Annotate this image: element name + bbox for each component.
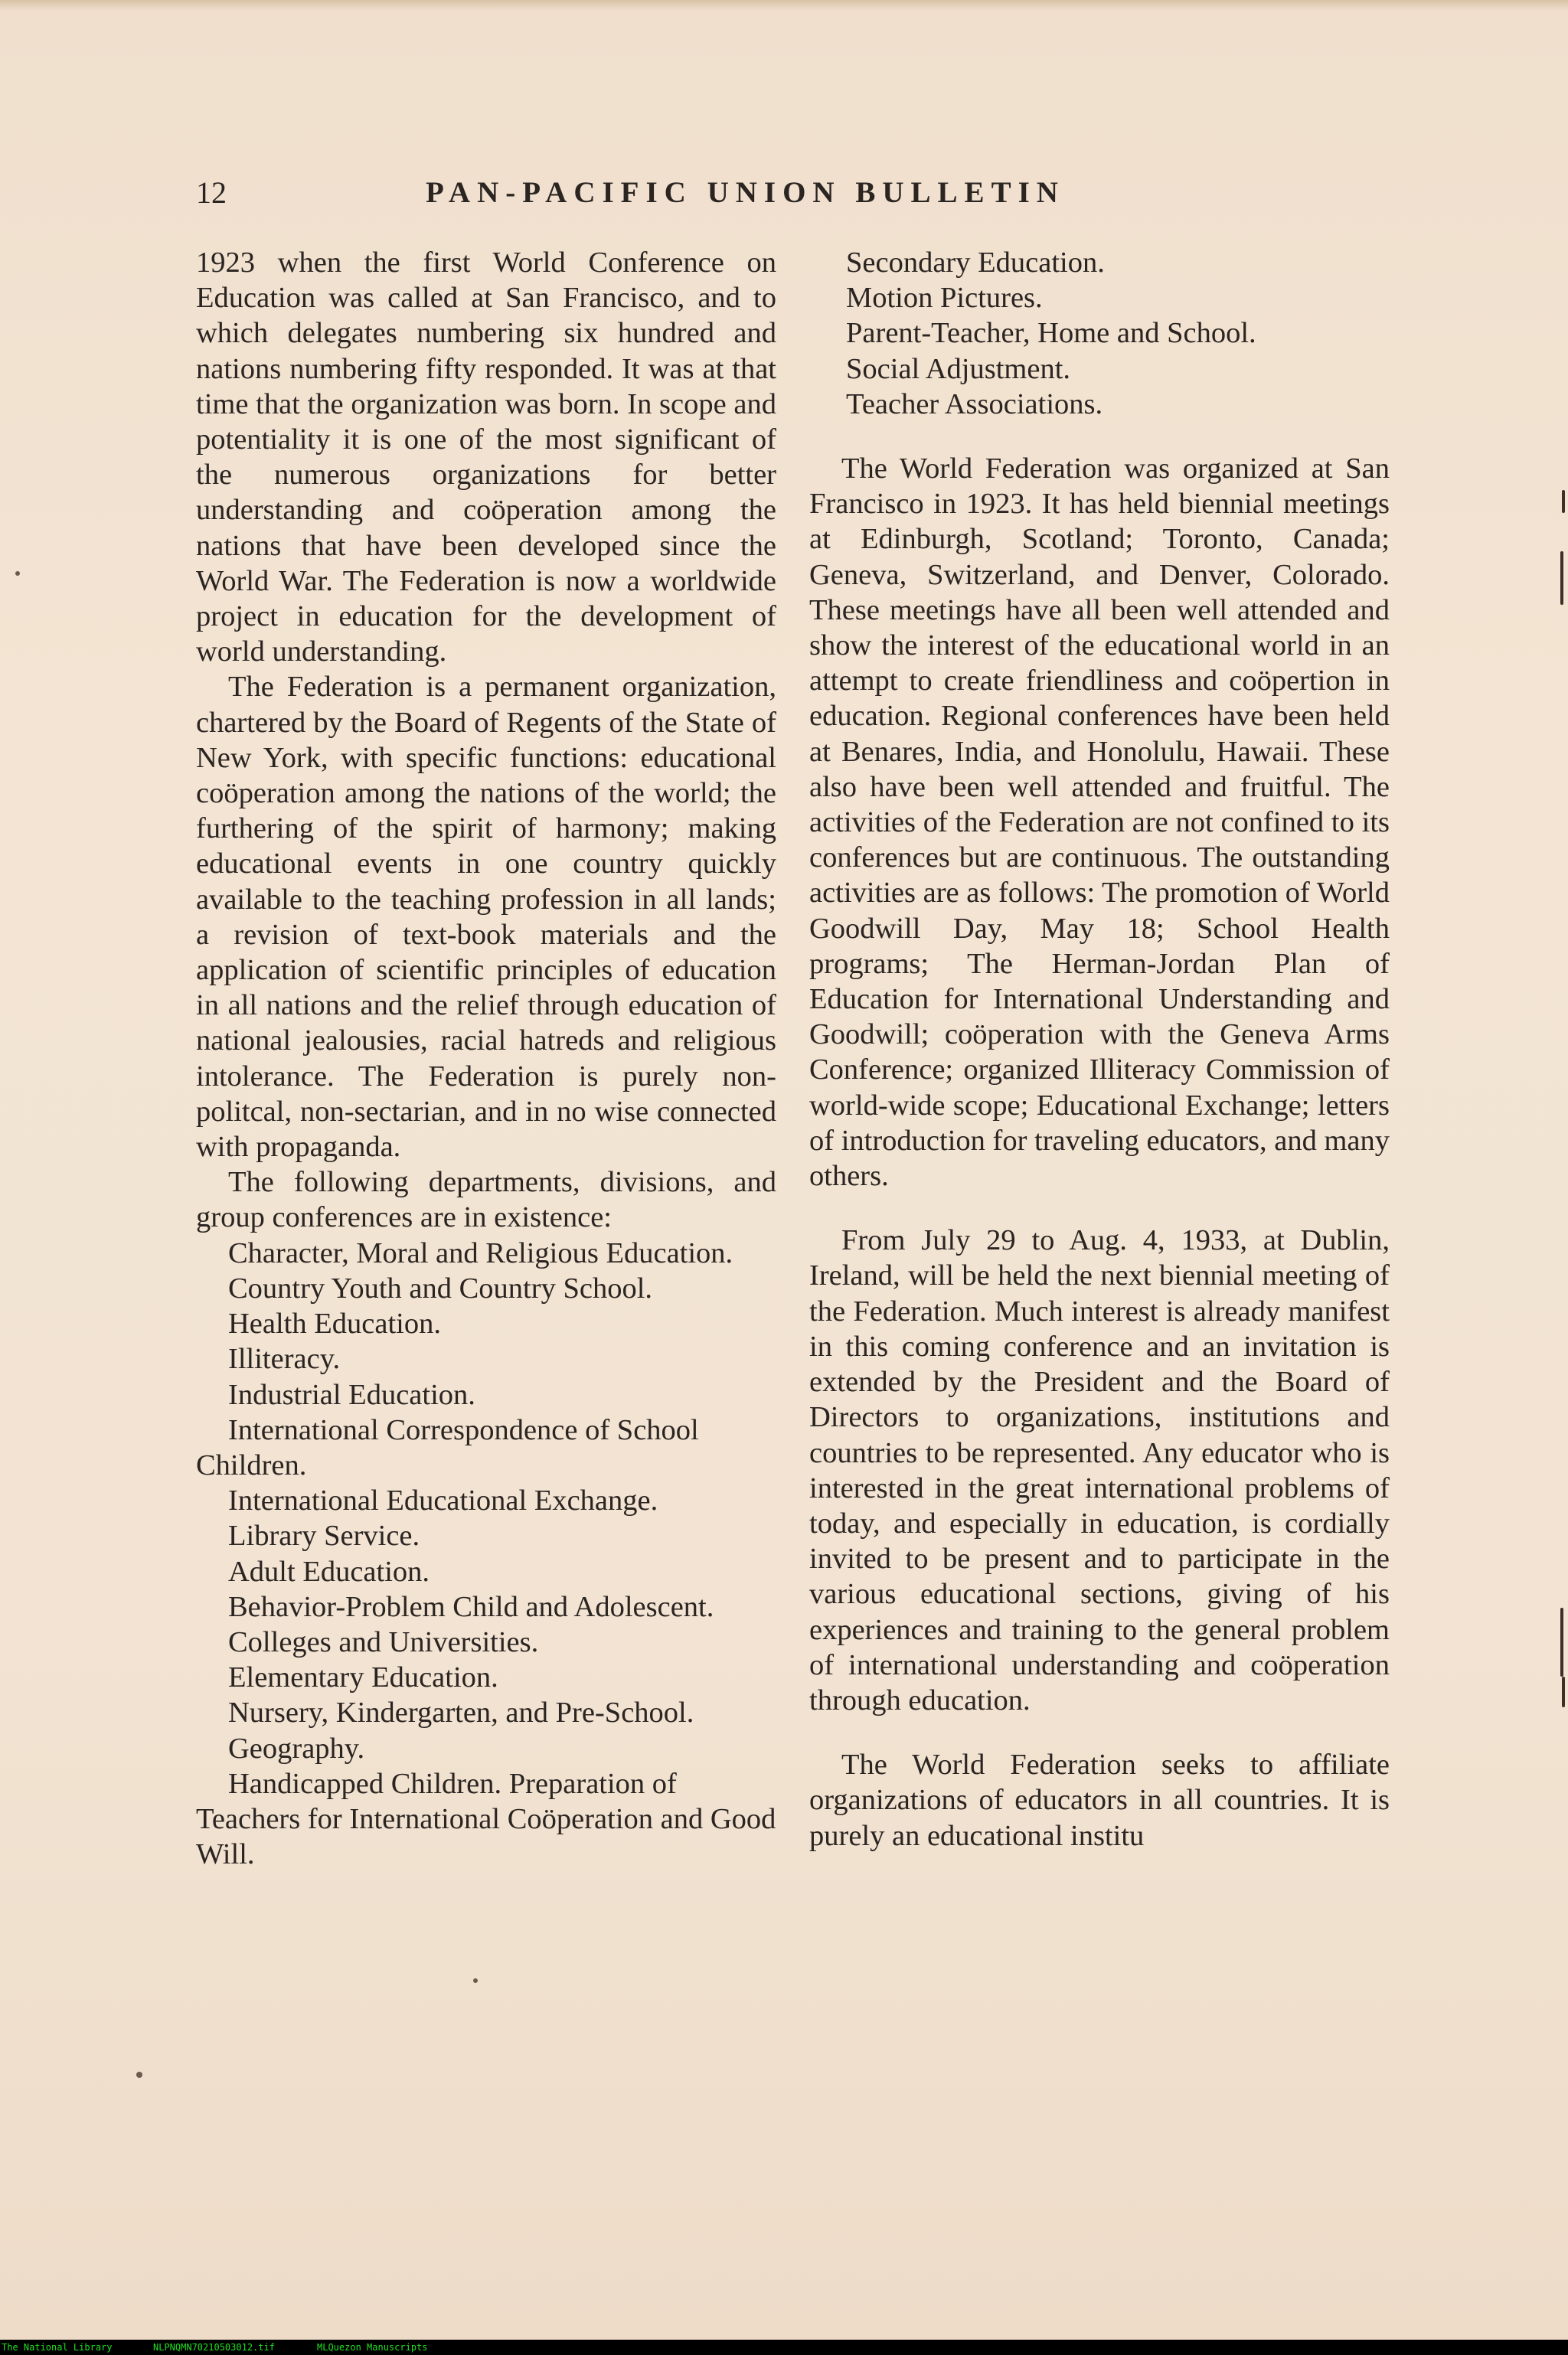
paragraph-conference-origin: 1923 when the first World Conference on Education was called at San Francisco, and to which delegates numbering six hundred and nations numbering fifty responded. It was at that time that the organization was born. In scope and potentiality it is one of the most significant of the numerous organizations for better understanding and coöperation among the nations that have been developed since the World War. The Federation is now a worldwide project in education for the development of world understanding. — [196, 247, 776, 668]
running-title: PAN-PACIFIC UNION BULLETIN — [426, 176, 1065, 209]
list-item: Secondary Education. — [846, 247, 1105, 279]
footer-collection: MLQuezon Manuscripts — [317, 2342, 428, 2353]
page-edge-mark — [1560, 551, 1563, 605]
page-edge-mark — [1562, 490, 1565, 513]
dust-speck — [136, 2072, 142, 2078]
dust-speck — [15, 571, 20, 576]
paragraph-dublin-meeting: From July 29 to Aug. 4, 1933, at Dublin, Ireland, will be held the next biennial meeting of the Federation. Much interest is already manifest in this coming conference and an invitation is extended by the President and the Board of Directors to organizations, institutions and countries to be represented. Any educator who is interested in the great international problems of today, and especially in education, is cordially invited to be present and to participate in the various educational sections, giving of his experiences and training to the general problem of international understanding and coöperation through education. — [809, 1224, 1390, 1716]
dust-speck — [473, 1978, 478, 1983]
departments-list-continued — [809, 245, 1390, 422]
page-header — [196, 173, 1390, 219]
paragraph-federation-charter: The Federation is a permanent organization, chartered by the Board of Regents of the State of New York, with specific functions: educational coöperation among the nations of the world; the furthering of the spirit of harmony; making educational events in one country quickly available to the teaching profession in all lands; a revision of text-book materials and the application of scientific principles of education in all nations and the relief through education of national jealousies, racial hatreds and religious intolerance. The Federation is purely non-politcal, non-sectarian, and in no wise connected with propaganda. — [196, 671, 776, 1164]
list-item: Teacher Associations. — [846, 387, 1103, 420]
page-edge-mark — [1562, 1677, 1565, 1707]
list-item: International Correspondence of School Children. — [196, 1413, 699, 1481]
paragraph-affiliation: The World Federation seeks to affiliate organizations of educators in all countries. It is purely an educational institu — [809, 1749, 1390, 1852]
list-item: Motion Pictures. — [846, 282, 1043, 315]
left-column — [196, 245, 776, 1872]
list-item: Colleges and Universities. — [228, 1625, 539, 1658]
list-item: Elementary Education. — [228, 1661, 498, 1694]
list-item: Health Education. — [228, 1308, 441, 1341]
list-item: Parent-Teacher, Home and School. — [846, 317, 1256, 350]
right-column — [809, 245, 1390, 1854]
list-item: Adult Education. — [228, 1555, 430, 1588]
page-number: 12 — [196, 175, 227, 210]
list-item: Country Youth and Country School. — [228, 1272, 653, 1305]
departments-list — [196, 1236, 776, 1873]
list-item: Character, Moral and Religious Education. — [228, 1236, 733, 1269]
list-item: Handicapped Children. Preparation of Teachers for International Coöperation and Good Will. — [196, 1767, 776, 1871]
scan-footer-strip — [0, 2340, 1568, 2355]
footer-library: The National Library — [2, 2342, 113, 2353]
list-item: Behavior-Problem Child and Adolescent. — [228, 1590, 714, 1623]
paragraph-departments-intro: The following departments, divisions, and group conferences are in existence: — [196, 1166, 776, 1234]
footer-file-id: NLPNQMN70210503012.tif — [153, 2342, 275, 2353]
list-item: Industrial Education. — [228, 1378, 475, 1411]
list-item: Nursery, Kindergarten, and Pre-School. — [228, 1697, 694, 1730]
list-item: Library Service. — [228, 1520, 420, 1553]
page-top-edge — [0, 0, 1568, 11]
list-item: International Educational Exchange. — [228, 1485, 658, 1517]
list-item: Geography. — [228, 1732, 365, 1765]
paragraph-federation-history: The World Federation was organized at San Francisco in 1923. It has held biennial meetings at Edinburgh, Scotland; Toronto, Canada; Geneva, Switzerland, and Denver, Colorado. These meetings have all been well attended and show the interest of the educational world in an attempt to create friendliness and coöpertion in education. Regional conferences have been held at Benares, India, and Honolulu, Hawaii. These also have been well attended and fruitful. The activities of the Federation are not confined to its conferences but are continuous. The outstanding activities are as follows: The promotion of World Goodwill Day, May 18; School Health programs; The Herman-Jordan Plan of Education for International Understanding and Goodwill; coöperation with the Geneva Arms Conference; organized Illiteracy Commission of world-wide scope; Educational Exchange; letters of introduction for traveling educators, and many others. — [809, 452, 1390, 1193]
page-edge-mark — [1560, 1608, 1563, 1677]
list-item: Social Adjustment. — [846, 352, 1071, 385]
list-item: Illiteracy. — [228, 1343, 341, 1376]
